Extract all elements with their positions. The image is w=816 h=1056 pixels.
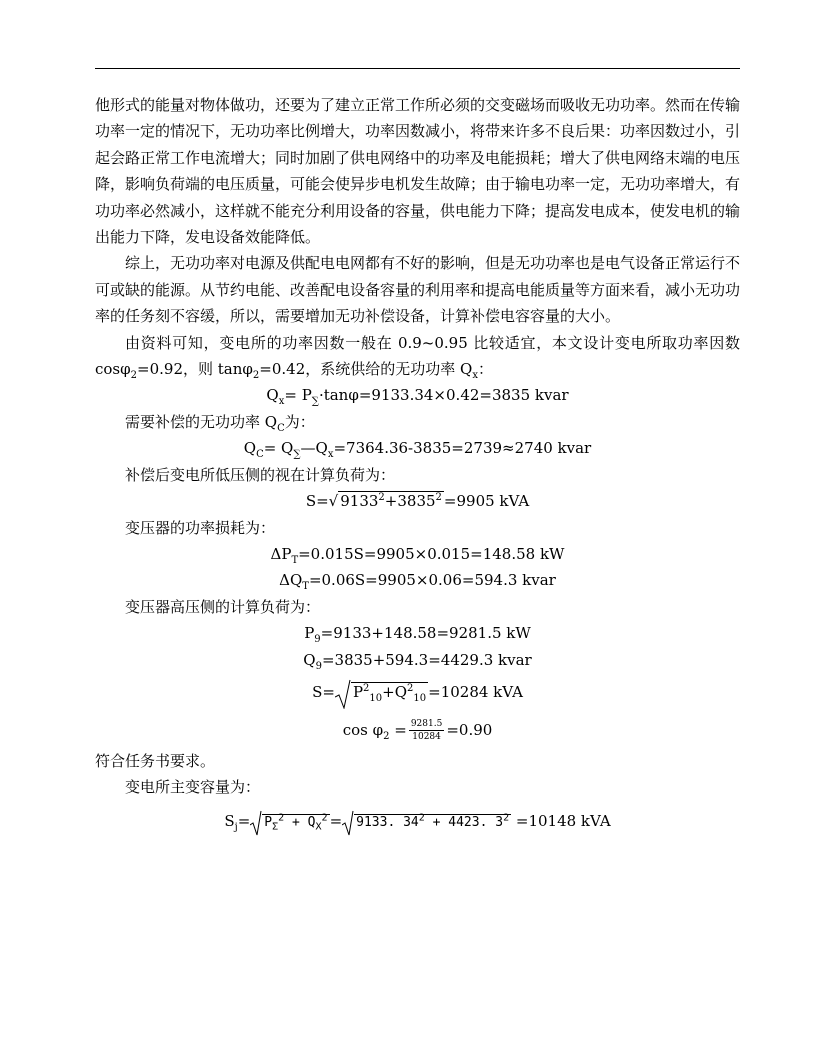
equation-qx: $Q_x= P_\sum\cdot\tan\varphi=9133.34\times 0.42=3835$ kvar [266,386,569,408]
paragraph-2: 综上，无功功率对电源及供配电电网都有不好的影响，但是无功功率也是电气设备正常运行不可或缺的能源。从节约电能、改善配电设备容量的利用率和提高电能质量等方面来看，减小无功功率的任务刻不容缓，所以，需要增加无功补偿设备，计算补偿电容容量的大小。 [95,254,741,326]
equation-cos: $\cos \varphi_2$ = $\frac{9281.5}{10284}$ =0.90 [342,719,493,743]
equation-s10: $S= P^2_{10}+Q^2_{10} =10284$ kVA [95,673,740,712]
conclusion-text: 符合任务书要求。 [95,751,216,770]
equation-q9: $Q_9=3835+594.3=4429.3$ kvar [303,650,532,672]
label-transformer-loss: 变压器的功率损耗为： [125,518,276,537]
label-main-transformer: 变电所主变容量为： [125,778,261,797]
equation-delta-q: $\Delta Q_T=0.06S=9905\times 0.06=594.3$ kvar [279,571,556,593]
equation-p9: $P_9=9133+148.58=9281.5$ kW [304,624,531,646]
header-rule [95,68,740,69]
fraction-cos: $\frac{9281.5}{10284}$ [410,719,443,743]
label-s-low: 补偿后变电所低压侧的视在计算负荷为： [125,465,396,484]
paragraph-1: 他形式的能量对物体做功，还要为了建立正常工作所必须的交变磁场而吸收无功功率。然而在传输功率一定的情况下，无功功率比例增大，功率因数减小，将带来许多不良后果：功率因数过小，引起会路正常工作电流增大；同时加剧了供电网络中的功率及电能损耗；增大了供电网络末端的电压降，影响负荷端的电压质量，可能会使异步电机发生故障；由于输电功率一定，无功功率增大，有功功率必然减小，这样就不能充分利用设备的容量，供电能力下降；提高发电成本，使发电机的输出能力下降，发电设备效能降低。 [95,96,741,247]
paragraph-3: 由资料可知，变电所的功率因数一般在 0.9~0.95 比较适宜，本文设计变电所取功率因数 cosφ$_2$=0.92，则 tanφ$_2$=0.42，系统供给的无功功率 $Q_x$： [95,333,740,382]
equation-delta-p: $\Delta P_T=0.015S=9905\times 0.015=148.58$ kW [270,544,565,566]
equation-s-low: S=√ $9133^2+3835^2 =9905$ kVA [305,492,530,511]
radical-sj-1 [250,802,262,842]
radical-sj-2 [342,802,354,842]
radical-s10 [335,674,351,712]
document-body [95,92,740,843]
equation-sj: $S_j= P_\Sigma^2 + Q_X^2 = 9133$. $34^2 + 4423$. $3^2 =10148$ kVA [95,801,740,843]
equation-qc: $Q_C=$ $Q_\sum—Q_x=7364.36-3835=2739\approx 2740$ kvar [243,439,592,461]
label-high-voltage: 变压器高压侧的计算负荷为： [125,597,321,616]
label-qc: 需要补偿的无功功率 $Q_C$为： [125,412,315,434]
